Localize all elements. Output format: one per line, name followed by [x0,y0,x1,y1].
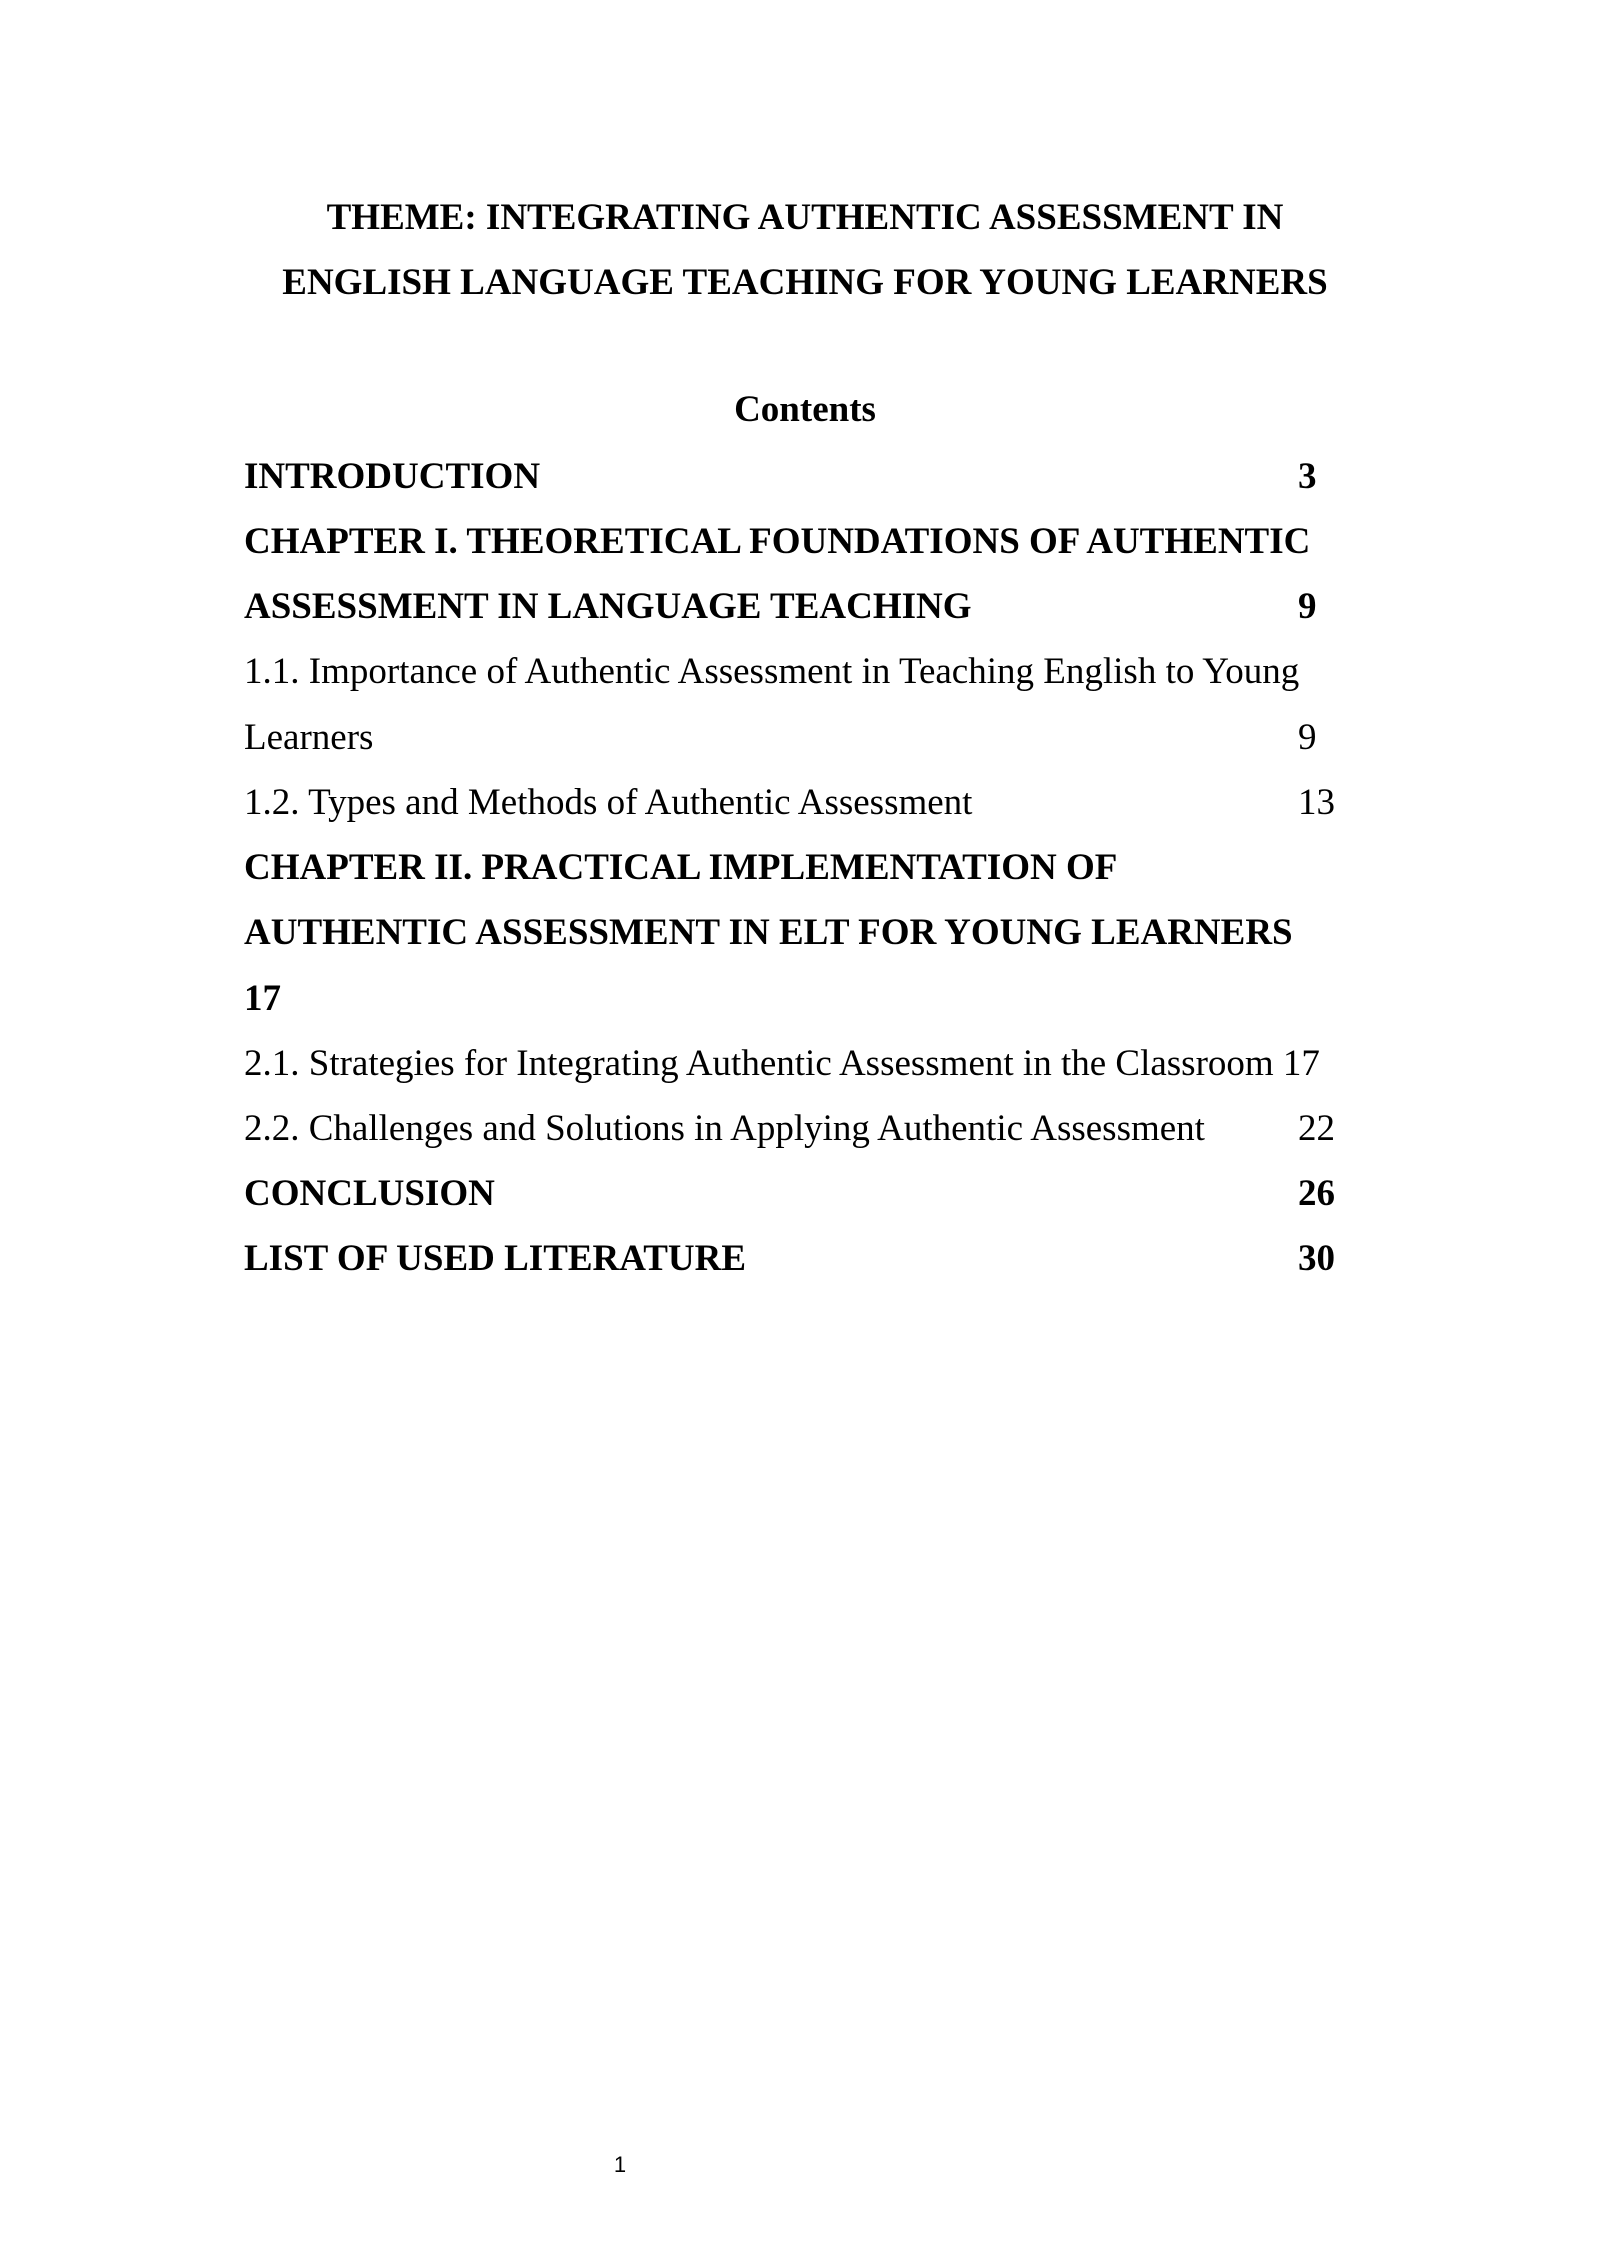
toc-section-1-1-line-2: Learners [244,717,374,758]
theme-title-line-2: ENGLISH LANGUAGE TEACHING FOR YOUNG LEARNERS [282,262,1328,303]
toc-chapter2-line-2: AUTHENTIC ASSESSMENT IN ELT FOR YOUNG LEARNERS [244,912,1293,953]
toc-chapter2-line-1: CHAPTER II. PRACTICAL IMPLEMENTATION OF [244,847,1118,888]
toc-conclusion-page: 26 [1298,1173,1335,1214]
toc-section-2-2-page: 22 [1298,1108,1335,1149]
toc-chapter2-page: 17 [244,978,281,1019]
page-number: 1 [613,2152,627,2177]
toc-conclusion-label: CONCLUSION [244,1173,495,1214]
contents-heading: Contents [734,389,876,430]
toc-section-1-1-page: 9 [1298,717,1317,758]
toc-section-1-1-line-1: 1.1. Importance of Authentic Assessment in Teaching English to Young [244,651,1300,692]
toc-literature-page: 30 [1298,1238,1335,1279]
toc-section-2-2-label: 2.2. Challenges and Solutions in Applying Authentic Assessment [244,1108,1205,1149]
toc-introduction-label: INTRODUCTION [244,456,541,497]
toc-chapter1-line-1: CHAPTER I. THEORETICAL FOUNDATIONS OF AUTHENTIC [244,521,1311,562]
toc-section-2-1-label: 2.1. Strategies for Integrating Authentic Assessment in the Classroom 17 [244,1043,1320,1084]
toc-section-1-2-page: 13 [1298,782,1335,823]
toc-introduction-page: 3 [1298,456,1317,497]
theme-title-line-1: THEME: INTEGRATING AUTHENTIC ASSESSMENT IN [326,197,1284,238]
toc-chapter1-line-2: ASSESSMENT IN LANGUAGE TEACHING [244,586,972,627]
toc-section-1-2-label: 1.2. Types and Methods of Authentic Assessment [244,782,973,823]
toc-literature-label: LIST OF USED LITERATURE [244,1238,747,1279]
toc-chapter1-page: 9 [1298,586,1317,627]
